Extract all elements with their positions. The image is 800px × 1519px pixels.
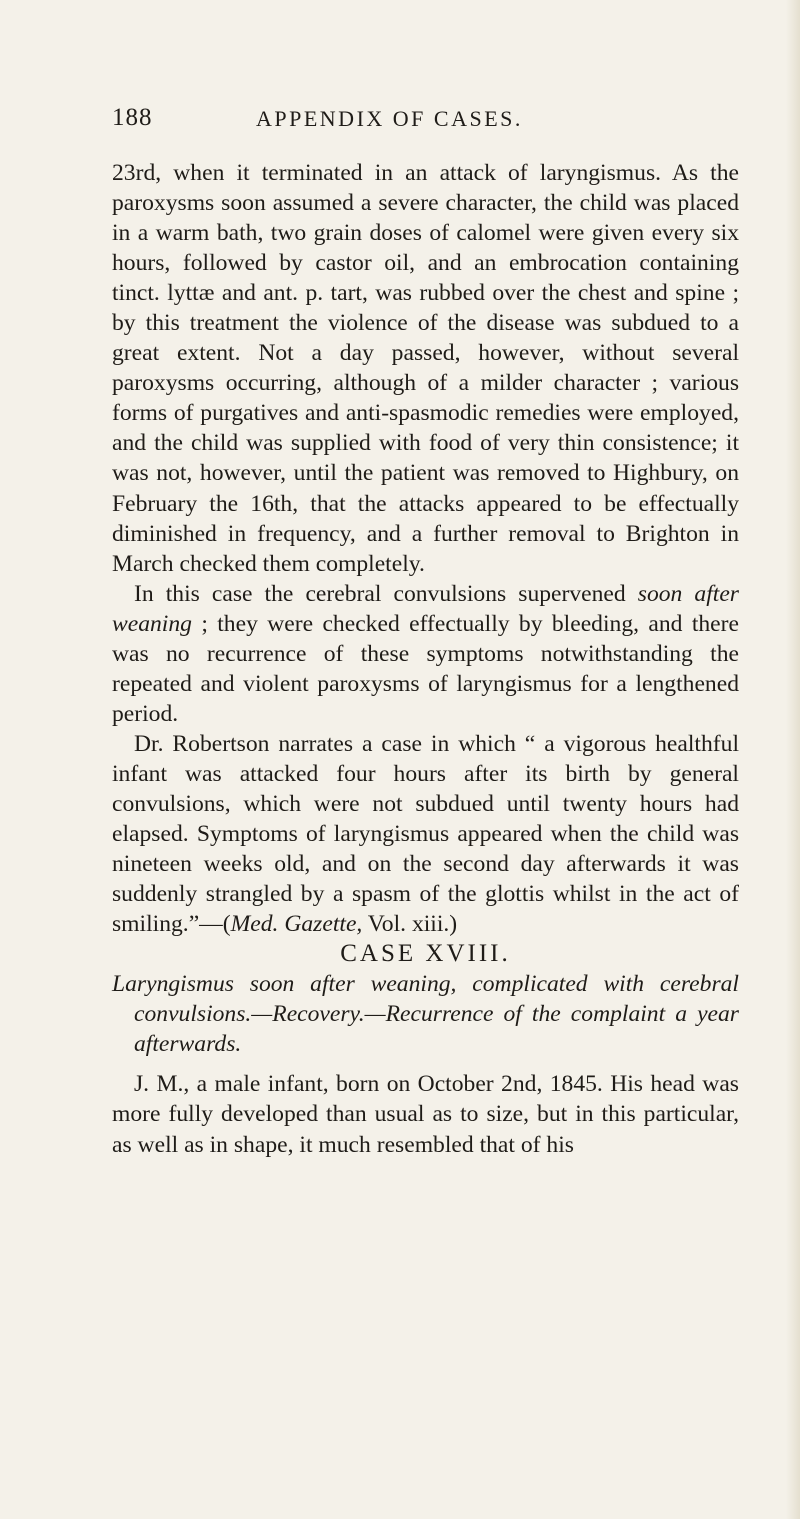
paragraph-2-text-b: ; they were checked effectually by bleeding, and there was no recurrence of these symptoms notwithstanding the repeated and violent paroxysms of laryngismus for a lengthened period.	[112, 610, 739, 727]
paragraph-1-text: 23rd, when it terminated in an attack of laryngismus. As the paroxysms soon assumed a severe character, the child was placed in a warm bath, two grain doses of calomel were given every six hours, followed by castor oil, and an embrocation containing tinct. lyttæ and ant. p. tart, was rubbed over the chest and spine ; by this treatment the violence of the disease was subdued to a great extent. Not a day passed, however, without several paroxysms occurring, although of a milder character ; various forms of purgatives and anti-spasmodic remedies were employed, and the child was supplied with food of very thin consistence; it was not, however, until the patient was removed to Highbury, on February the 16th, that the attacks appeared to be effectually diminished in frequency, and a further removal to Brighton in March checked them completely.	[112, 160, 739, 577]
paragraph-3	[112, 729, 739, 939]
paragraph-1	[112, 158, 739, 579]
body-text	[112, 158, 739, 1160]
running-head: APPENDIX OF CASES.	[256, 106, 523, 131]
paragraph-4	[112, 1069, 739, 1159]
case-heading: CASE XVIII.	[340, 940, 511, 968]
paragraph-4-text: J. M., a male infant, born on October 2nd, 1845. His head was more fully developed than usual as to size, but in this particular, as well as in shape, it much resembled that of his	[112, 1071, 739, 1158]
paragraph-3-text-b: Vol. xiii.)	[362, 911, 458, 938]
page-header	[112, 104, 702, 140]
paragraph-2	[112, 579, 739, 729]
paragraph-3-text-a: Dr. Robertson narrates a case in which “ a vigorous healthful infant was attacked four hours after its birth by general convulsions, which were not subdued until twenty hours had elapsed. Symptoms of laryngismus appeared when the child was nineteen weeks old, and on the second day afterwards it was suddenly strangled by a spasm of the glottis whilst in the act of smiling.”—(	[112, 730, 739, 938]
page-edge-shadow	[786, 0, 800, 1519]
case-summary: Laryngismus soon after weaning, complicated with cerebral convulsions.—Recovery.—Recurrence of the complaint a year afterwards.	[112, 971, 739, 1058]
paragraph-2-italic: soon after weaning	[112, 580, 739, 637]
page-number: 188	[112, 104, 153, 131]
paragraph-2-text-a: In this case the cerebral convulsions supervened	[134, 580, 638, 607]
citation-journal: Med. Gazette,	[230, 911, 363, 938]
